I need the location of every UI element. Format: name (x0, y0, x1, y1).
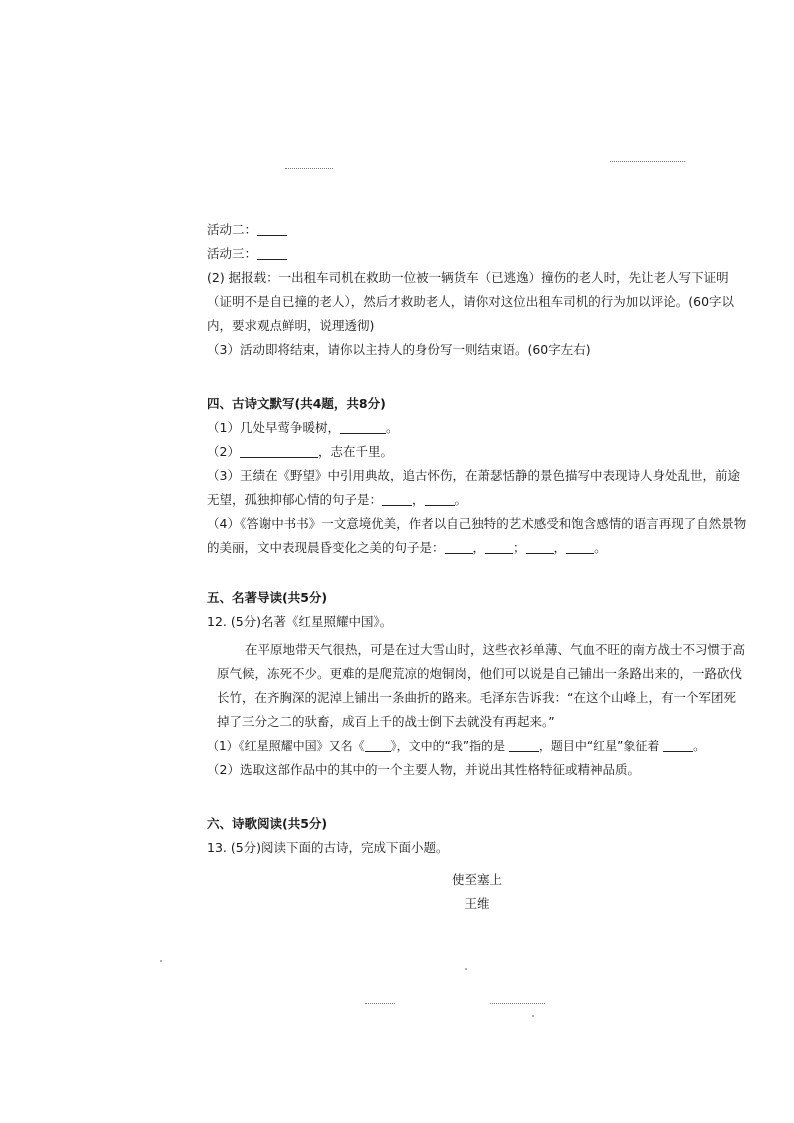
s4-item-4-blank-d[interactable] (566, 539, 594, 554)
scan-mark-bottom-right (490, 1003, 545, 1004)
s4-item-2-suffix: ，志在千里。 (317, 444, 393, 459)
q12-sub-1-p2: 》，文中的“我”指的是 (390, 739, 506, 753)
activity-two-label: 活动二： (207, 222, 258, 237)
s4-item-4-sep3: ， (553, 540, 567, 555)
q12-sub-2: （2）选取这部作品中的其中的一个主要人物，并说出其性格特征或精神品质。 (207, 762, 640, 777)
scan-mark-left (285, 168, 333, 169)
s4-item-3-blank-b[interactable] (425, 491, 455, 506)
scan-speck (160, 960, 162, 962)
s4-item-2-prefix: （2） (207, 444, 240, 459)
scan-mark-right (610, 161, 685, 162)
q12-sub-1 (207, 734, 747, 758)
s4-item-1-blank[interactable] (340, 419, 386, 434)
s4-item-4-end: 。 (594, 540, 607, 555)
activity-two-line (207, 218, 747, 242)
s4-item-1 (207, 416, 747, 440)
section-5-title: 五、名著导读(共5分) (207, 590, 328, 605)
question-2: (2) 据报载：一出租车司机在救助一位被一辆货车（已逃逸）撞伤的老人时，先让老人写下证明（证明不是自已撞的老人），然后才救助老人，请你对这位出租车司机的行为加以评论。(60字以内，要求观点鲜明，说理透彻) (207, 270, 735, 333)
q12-sub-1-p3: ，题目中“红星”象征着 (538, 739, 660, 753)
s4-item-2-blank[interactable] (240, 443, 318, 458)
exam-content (207, 218, 747, 916)
s4-item-4-blank-c[interactable] (526, 539, 554, 554)
s4-item-3-sep: ， (412, 492, 425, 507)
poem-title: 使至塞上 (451, 872, 502, 887)
activity-three-blank[interactable] (257, 245, 287, 260)
q12-sub-1-end: 。 (693, 739, 706, 753)
q12-sub-1-blank-b[interactable] (509, 737, 539, 752)
question-13: 13. (5分)阅读下面的古诗，完成下面小题。 (207, 840, 449, 855)
activity-two-blank[interactable] (257, 221, 287, 236)
s4-item-1-suffix: 。 (385, 420, 399, 435)
novel-passage: 在平原地带天气很热，可是在过大雪山时，这些衣衫单薄、气血不旺的南方战士不习惯于高原气候，冻死不少。更难的是爬荒凉的炮铜岗，他们可以说是自己铺出一条路出来的，一路砍伐长竹，在齐胸深的泥淖上铺出一条曲折的路来。毛泽东告诉我：“在这个山峰上，有一个军团死掉了三分之二的驮畜，成百上千的战士倒下去就没有再起来。” (217, 642, 746, 729)
s4-item-3 (207, 464, 747, 512)
s4-item-3-blank-a[interactable] (382, 491, 412, 506)
s4-item-4-blank-b[interactable] (485, 539, 513, 554)
q12-sub-1-blank-c[interactable] (663, 737, 693, 752)
activity-three-line (207, 242, 747, 266)
activity-three-label: 活动三： (207, 246, 258, 261)
question-12: 12. (5分)名著《红星照耀中国》。 (207, 614, 393, 629)
s4-item-4-sep1: ， (472, 540, 486, 555)
s4-item-1-prefix: （1）几处早莺争暖树， (207, 420, 340, 435)
section-4-title: 四、古诗文默写(共4题，共8分) (207, 396, 386, 411)
scan-speck (532, 1015, 534, 1017)
q12-sub-1-blank-a[interactable] (365, 737, 391, 752)
s4-item-4-blank-a[interactable] (445, 539, 473, 554)
section-6-title: 六、诗歌阅读(共5分) (207, 816, 328, 831)
s4-item-2 (207, 440, 747, 464)
s4-item-4 (207, 512, 747, 560)
s4-item-3-end: 。 (454, 492, 468, 507)
s4-item-4-text: （4）《答谢中书书》一文意境优美，作者以自己独特的艺术感受和饱含感情的语言再现了自然景物的美丽，文中表现晨昏变化之美的句子是： (207, 516, 747, 555)
question-3: （3）活动即将结束，请你以主持人的身份写一则结束语。(60字左右) (207, 342, 591, 357)
poem-author: 王维 (464, 896, 490, 911)
s4-item-3-text: （3）王绩在《野望》中引用典故，追古怀伤，在萧瑟恬静的景色描写中表现诗人身处乱世，前途无望，孤独抑郁心情的句子是： (207, 468, 740, 507)
scan-speck (465, 968, 467, 970)
scan-mark-bottom-left (365, 1003, 395, 1004)
q12-sub-1-p1: （1）《红星照耀中国》又名《 (207, 739, 365, 753)
s4-item-4-sep2: ； (513, 540, 526, 555)
